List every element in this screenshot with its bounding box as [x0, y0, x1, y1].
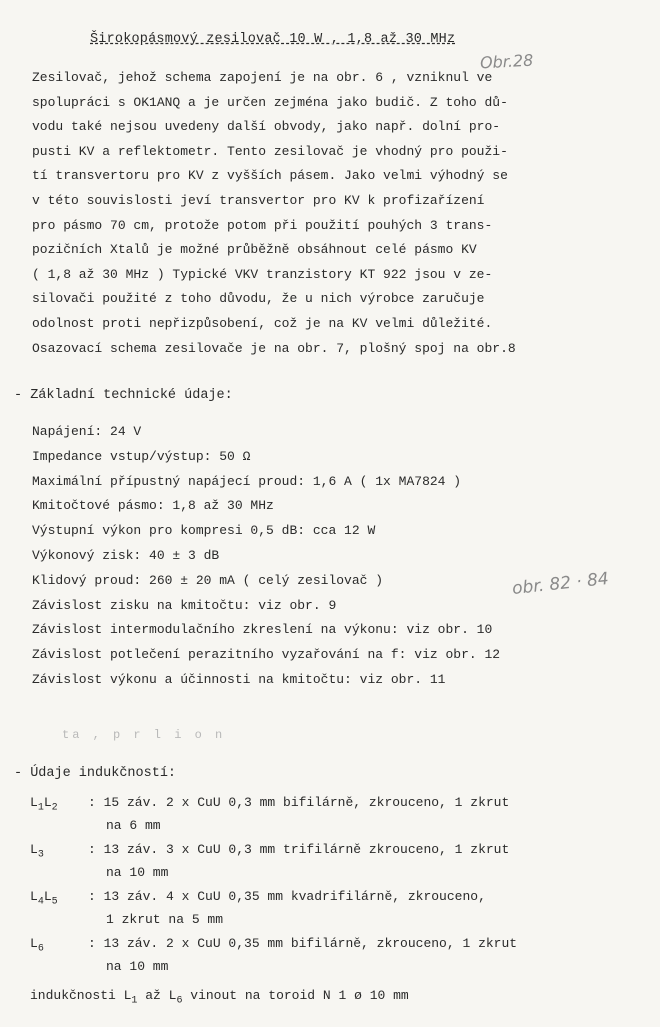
intro-line: silovači použité z toho důvodu, že u nich výrobce zaručuje — [32, 291, 485, 307]
coil-spec-line: : 13 záv. 2 x CuU 0,35 mm bifilárně, zkrouceno, 1 zkrut — [88, 936, 518, 951]
spec-item: Napájení: 24 V — [32, 424, 142, 439]
spec-item: Závislost zisku na kmitočtu: viz obr. 9 — [32, 597, 337, 613]
toroid-note: indukčnosti $L_1$ až $L_6$ vinout na toroid N 1 ø 10 mm — [30, 988, 409, 1007]
coils-heading: - Údaje indukčností: — [14, 766, 177, 781]
spec-item: Závislost výkonu a účinnosti na kmitočtu: viz obr. 11 — [32, 671, 446, 687]
spec-item: Výstupní výkon pro kompresi 0,5 dB: cca 12 W — [32, 523, 376, 539]
intro-line: pozičních Xtalů je možné průběžně obsáhnout celé pásmo KV — [32, 242, 477, 258]
spec-item: Impedance vstup/výstup: 50 Ω — [32, 448, 251, 464]
intro-line: tí transvertoru pro KV z vyšších pásem. Jako velmi výhodný se — [32, 168, 508, 184]
coils-list — [30, 792, 650, 978]
coil-row-l3 — [30, 839, 650, 884]
coil-row-l4-l5 — [30, 886, 650, 931]
coil-label: $L_1L_2$ — [30, 795, 58, 814]
specs-list — [32, 420, 652, 693]
spec-item: Výkonový zisk: 40 ± 3 dB — [32, 547, 220, 563]
intro-line: Zesilovač, jehož schema zapojení je na obr. 6 , vzniknul ve — [32, 70, 493, 85]
intro-line: spolupráci s OK1ANQ a je určen zejména jako budič. Z toho dů- — [32, 94, 508, 110]
intro-paragraph — [32, 66, 652, 361]
spec-item: Klidový proud: 260 ± 20 mA ( celý zesilovač ) — [32, 572, 384, 588]
handwritten-note-side: obr. 82 · 84 — [511, 568, 610, 600]
spec-item: Závislost potlečení perazitního vyzařování na f: viz obr. 12 — [32, 647, 501, 663]
coil-spec-line: na 10 mm — [106, 864, 169, 880]
coil-spec-line: : 13 záv. 3 x CuU 0,3 mm trifilárně zkrouceno, 1 zkrut — [88, 842, 510, 857]
coil-row-l6 — [30, 933, 650, 978]
coil-label: $L_4L_5$ — [30, 889, 58, 908]
coil-spec-line: na 10 mm — [106, 958, 169, 974]
coil-label: $L_6$ — [30, 936, 44, 955]
intro-line: vodu také nejsou uvedeny další obvody, jako např. dolní pro- — [32, 119, 501, 135]
intro-line: pusti KV a reflektometr. Tento zesilovač je vhodný pro použi- — [32, 143, 508, 159]
coil-spec-line: 1 zkrut na 5 mm — [106, 911, 224, 927]
intro-line: pro pásmo 70 cm, protože potom při použití pouhých 3 trans- — [32, 217, 493, 233]
faint-bleedthrough-text: ta , p r l i o n — [62, 728, 226, 742]
coil-label: $L_3$ — [30, 842, 44, 861]
spec-item: Maximální přípustný napájecí proud: 1,6 A ( 1x MA7824 ) — [32, 473, 462, 489]
spec-item: Závislost intermodulačního zkreslení na výkonu: viz obr. 10 — [32, 622, 493, 638]
coil-row-l1-l2 — [30, 792, 650, 837]
intro-line: Osazovací schema zesilovače je na obr. 7, plošný spoj na obr.8 — [32, 340, 516, 356]
intro-line: ( 1,8 až 30 MHz ) Typické VKV tranzistory KT 922 jsou v ze- — [32, 266, 493, 282]
specs-heading: - Základní technické údaje: — [14, 388, 233, 403]
spec-item: Kmitočtové pásmo: 1,8 až 30 MHz — [32, 498, 274, 514]
coil-spec-line: na 6 mm — [106, 817, 161, 833]
coil-spec-line: : 13 záv. 4 x CuU 0,35 mm kvadrifilárně, zkrouceno, — [88, 889, 486, 904]
intro-line: v této souvislosti jeví transvertor pro KV k profizařízení — [32, 192, 485, 208]
document-title: Širokopásmový zesilovač 10 W , 1,8 až 30 MHz — [90, 32, 456, 47]
handwritten-note-top: Obr.28 — [479, 50, 534, 73]
coil-spec-line: : 15 záv. 2 x CuU 0,3 mm bifilárně, zkrouceno, 1 zkrut — [88, 795, 510, 810]
intro-line: odolnost proti nepřizpůsobení, což je na KV velmi důležité. — [32, 315, 493, 331]
